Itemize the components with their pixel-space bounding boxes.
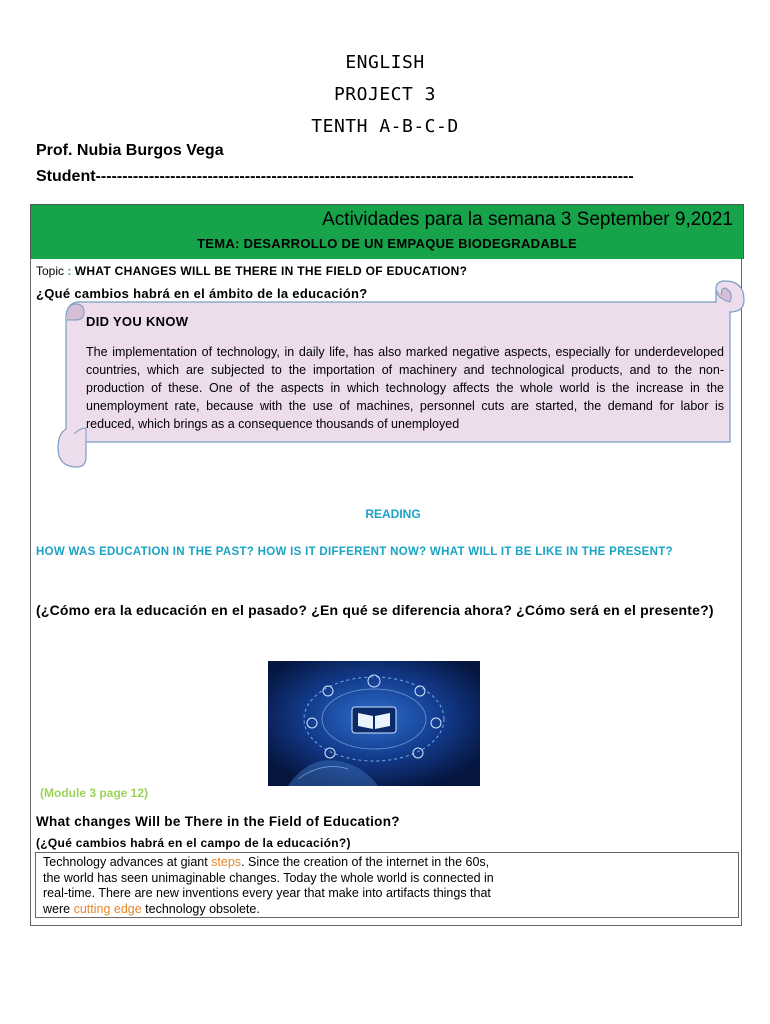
did-you-know-title: DID YOU KNOW	[86, 314, 189, 329]
reading-questions: HOW WAS EDUCATION IN THE PAST? HOW IS IT DIFFERENT NOW? WHAT WILL IT BE LIKE IN THE PRESENT?	[36, 546, 673, 558]
section-title: What changes Will be There in the Field of Education?	[36, 814, 400, 829]
activities-banner	[30, 204, 744, 259]
topic-separator: :	[67, 264, 72, 278]
topic-label: Topic	[36, 264, 65, 278]
reading-text	[43, 855, 503, 917]
did-you-know-body: The implementation of technology, in daily life, has also marked negative aspects, especially for underdeveloped countries, which are subjected to the importation of machinery and technological products, and to the non-production of these. One of the aspects in which technology affects the whole world is the increase in the unemployment rate, because with the use of machines, personnel cuts are started, the demand for labor is reduced, which brings as a consequence thousands of unemployed	[86, 345, 724, 431]
header-project: PROJECT 3	[333, 84, 437, 105]
reading-text-part1: Technology advances at giant	[43, 855, 212, 869]
reading-label: READING	[365, 507, 421, 521]
header-english: ENGLISH	[345, 52, 425, 73]
professor-name: Prof. Nubia Burgos Vega	[36, 142, 224, 159]
tema-title: TEMA: DESARROLLO DE UN EMPAQUE BIODEGRADABLE	[197, 236, 577, 251]
student-line: Student-----------------------------------------------------------------------------------------------------	[36, 168, 634, 185]
activities-title: Actividades para la semana 3 September 9,2021	[322, 209, 733, 230]
highlight-steps: steps	[211, 855, 242, 869]
reading-questions-spanish: (¿Cómo era la educación en el pasado? ¿En qué se diferencia ahora? ¿Cómo será en el presente?)	[36, 602, 714, 618]
highlight-cutting-edge: cutting edge	[73, 901, 142, 916]
reading-text-part3: technology obsolete.	[141, 901, 260, 916]
topic-text: WHAT CHANGES WILL BE THERE IN THE FIELD OF EDUCATION?	[74, 264, 468, 278]
header-grade: TENTH A-B-C-D	[311, 116, 459, 137]
education-technology-image	[268, 661, 480, 786]
reading-text-part2: . Since the creation of the internet in the 60s, the world has seen unimaginable changes. Today the whole world is connected in real-time. There are new inventions every year that make into artifacts things that were	[43, 855, 494, 916]
topic-line	[36, 264, 467, 278]
section-title-spanish: (¿Qué cambios habrá en el campo de la educación?)	[36, 836, 351, 850]
topic-spanish: ¿Qué cambios habrá en el ámbito de la educación?	[36, 286, 368, 301]
module-reference: (Module 3 page 12)	[40, 786, 149, 800]
